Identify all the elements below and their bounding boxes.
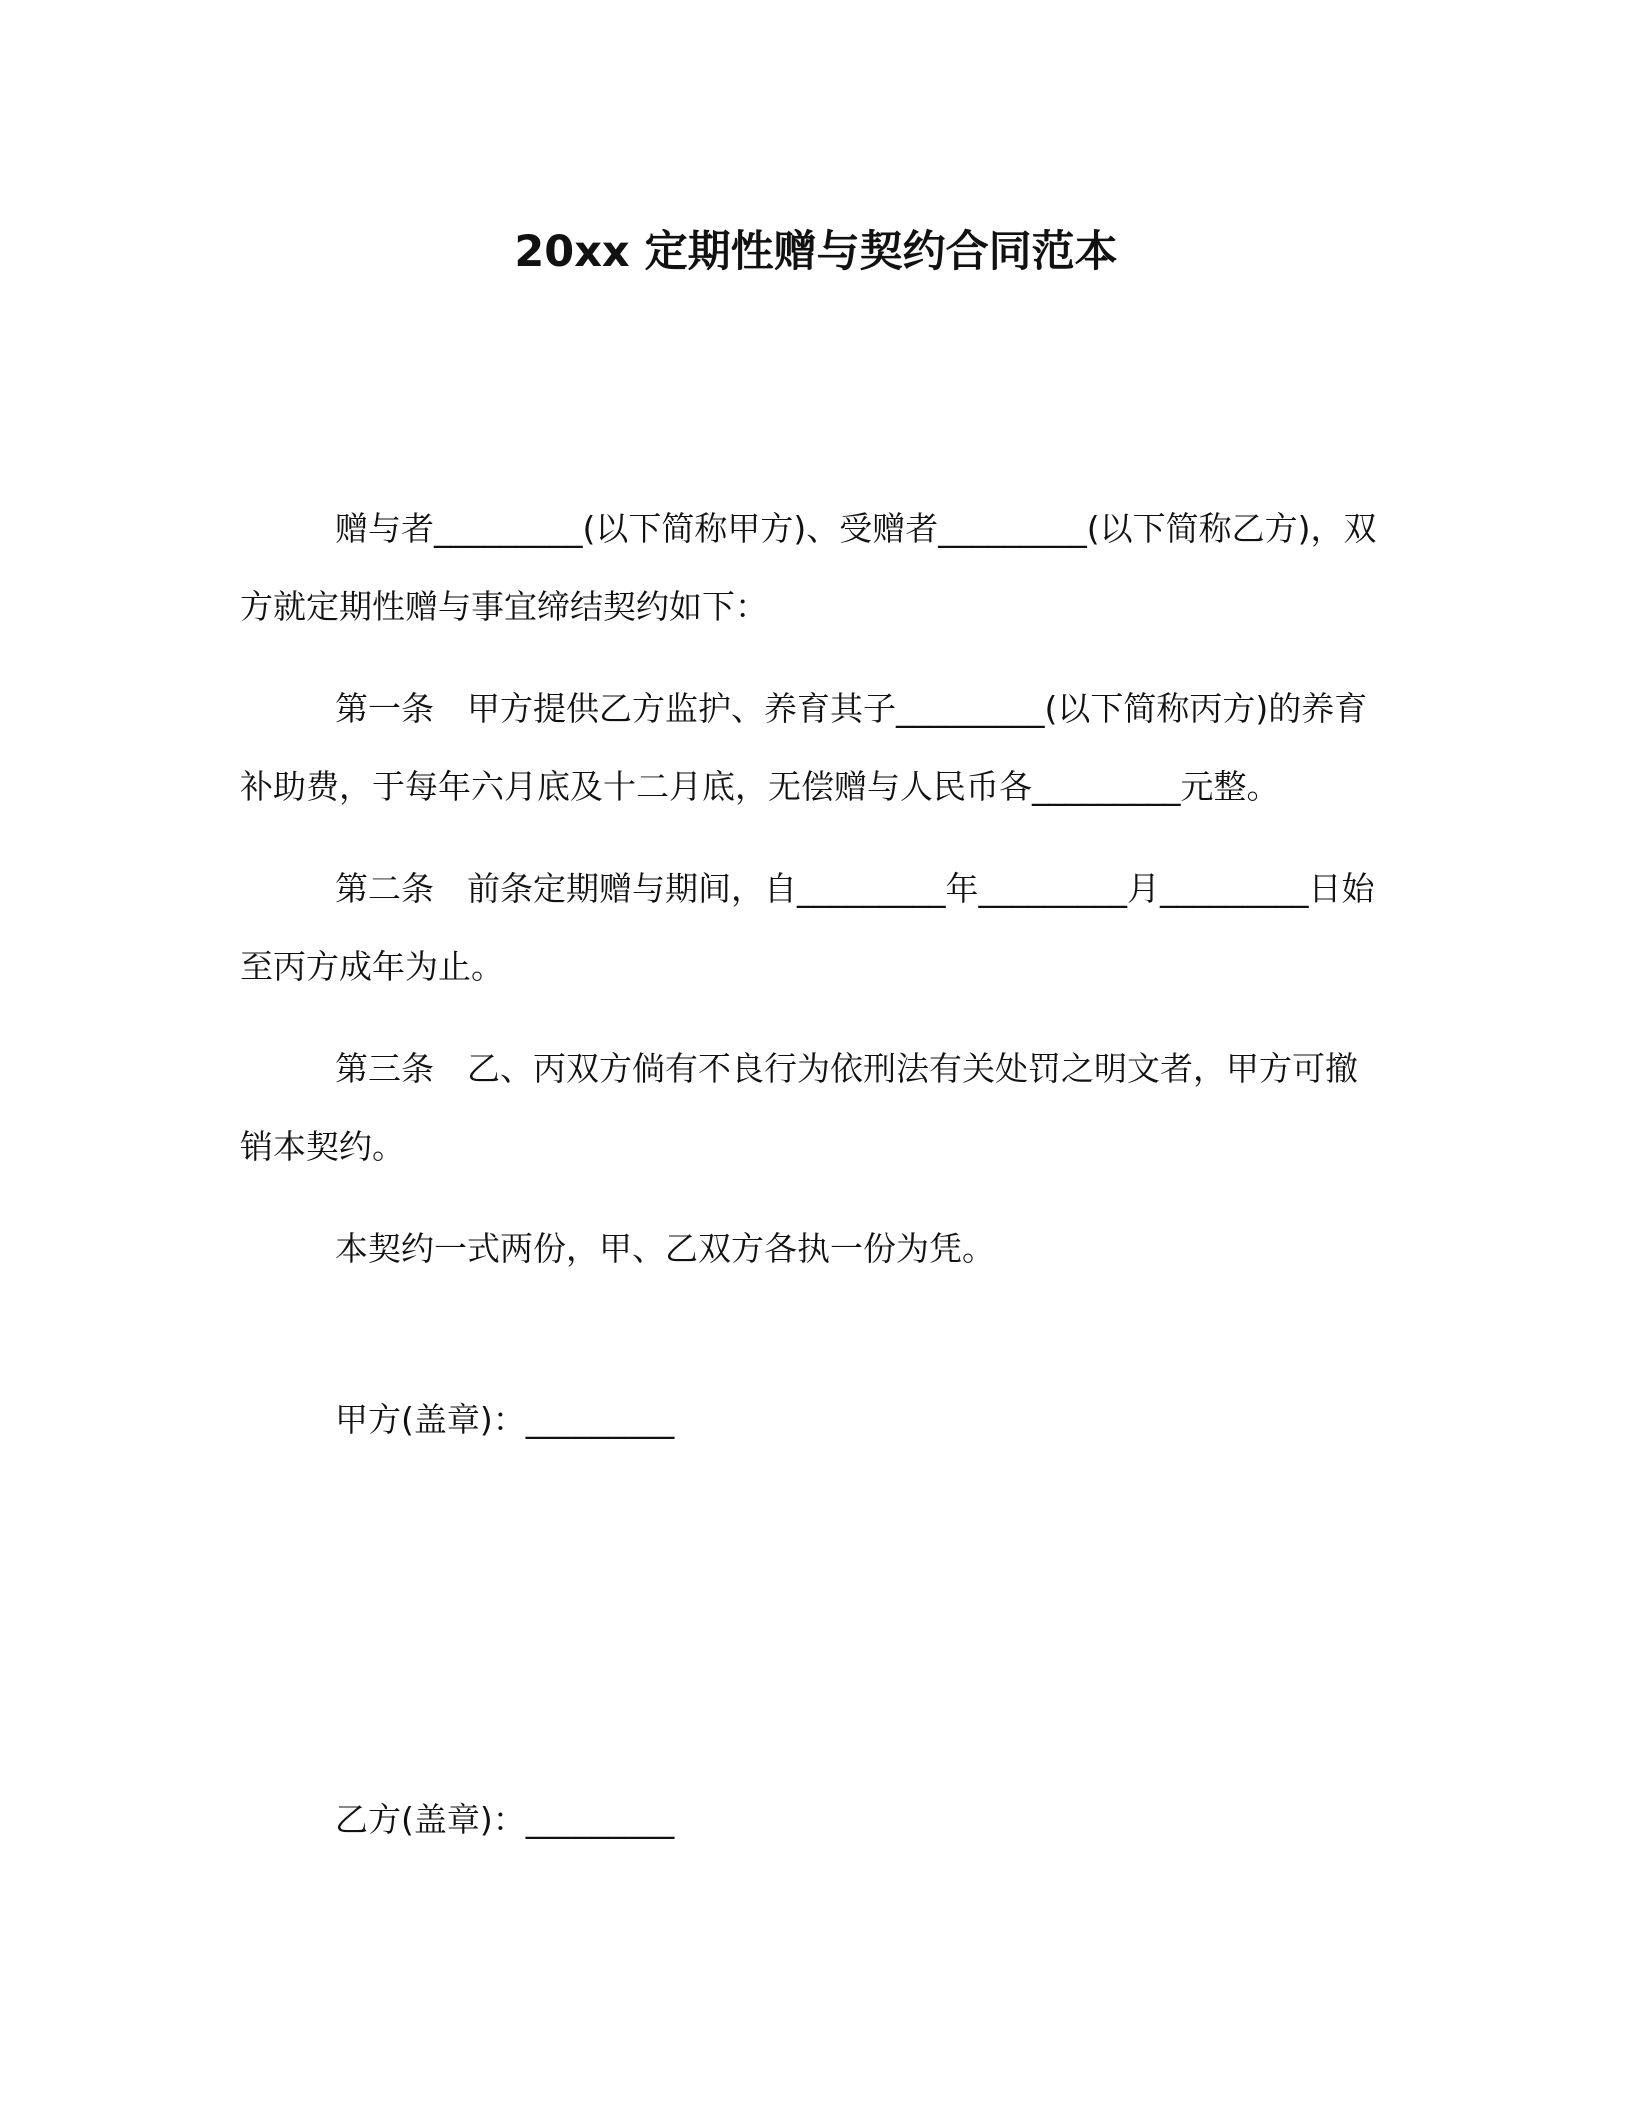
- article-1-paragraph: 第一条 甲方提供乙方监护、养育其子_________(以下简称丙方)的养育补助费，于每年六月底及十二月底，无偿赠与人民币各_________元整。: [240, 689, 1368, 806]
- copies-paragraph: 本契约一式两份，甲、乙双方各执一份为凭。: [335, 1229, 995, 1268]
- party-b-signature: 乙方(盖章)：_________: [335, 1800, 675, 1839]
- contract-body: [240, 490, 1390, 1288]
- article-2-paragraph: 第二条 前条定期赠与期间，自_________年_________月_________日始至丙方成年为止。: [240, 869, 1375, 986]
- document-title: 20xx 定期性赠与契约合同范本: [514, 227, 1118, 277]
- article-3-paragraph: 第三条 乙、丙双方倘有不良行为依刑法有关处罚之明文者，甲方可撤销本契约。: [240, 1049, 1358, 1166]
- party-a-signature: 甲方(盖章)：_________: [335, 1400, 675, 1439]
- intro-paragraph: 赠与者_________(以下简称甲方)、受赠者_________(以下简称乙方)，双方就定期性赠与事宜缔结契约如下：: [240, 509, 1377, 626]
